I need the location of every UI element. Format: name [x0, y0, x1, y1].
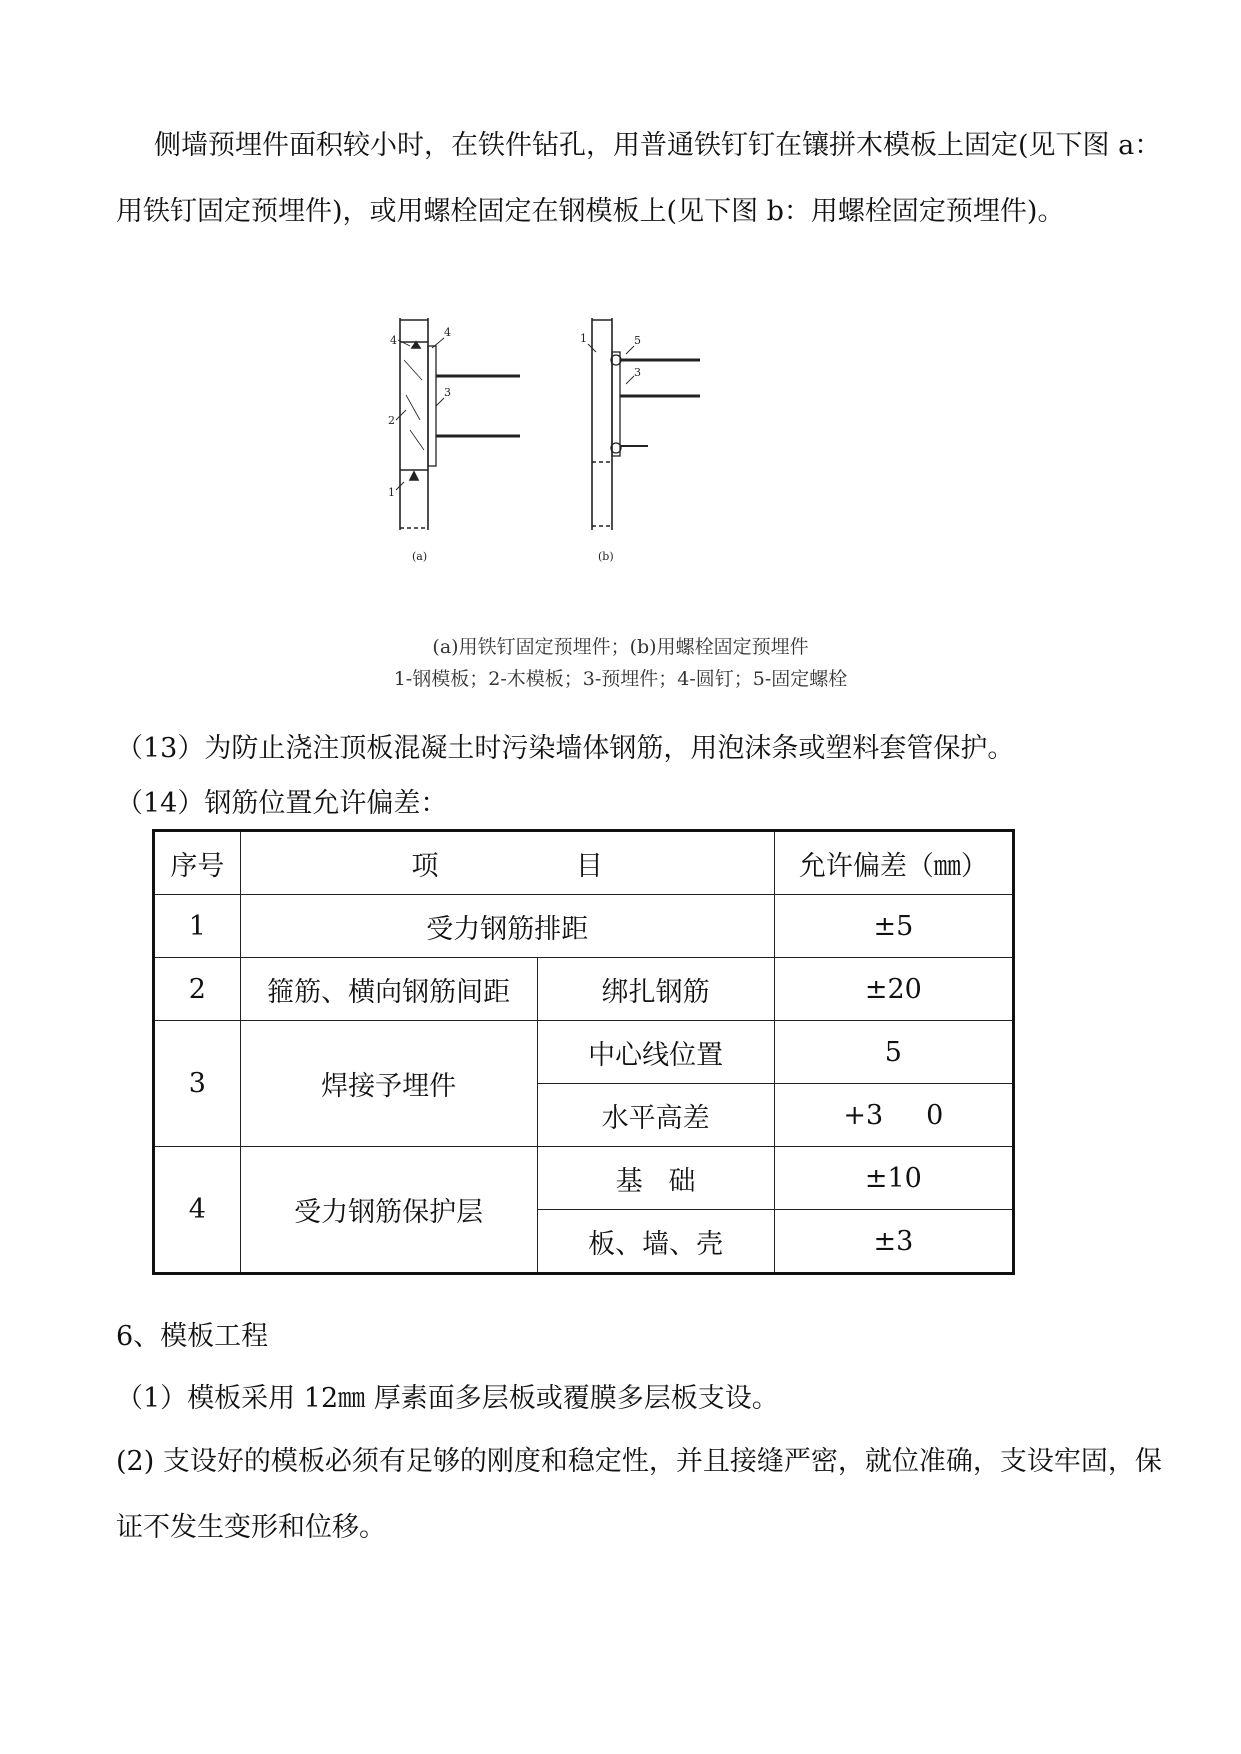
row4-subitem-2: 板、墙、壳	[537, 1210, 774, 1274]
table-header-row	[154, 831, 1014, 895]
item-6-2: (2) 支设好的模板必须有足够的刚度和稳定性，并且接缝严密，就位准确，支设牢固，保证不发生变形和位移。	[116, 1446, 1162, 1543]
panel-a-callout-4-left: 4	[390, 334, 397, 347]
panel-a-label: (a)	[412, 550, 428, 563]
header-item: 项 目	[240, 831, 774, 895]
intro-paragraph: 侧墙预埋件面积较小时，在铁件钻孔，用普通铁钉钉在镶拼木模板上固定(见下图 a：用铁钉固定预埋件)，或用螺栓固定在钢模板上(见下图 b：用螺栓固定预埋件)。	[116, 130, 1162, 227]
section-6-heading: 6、模板工程	[116, 1321, 269, 1352]
row3-tolerance-1: 5	[774, 1021, 1013, 1084]
table-row	[154, 895, 1014, 958]
panel-b-callout-3: 3	[634, 366, 641, 379]
panel-a-callout-3: 3	[444, 386, 451, 399]
panel-a-callout-4-top: 4	[444, 326, 451, 339]
row2-no: 2	[154, 958, 241, 1021]
rebar-deviation-table	[152, 829, 1015, 1275]
embedded-part-figure	[370, 300, 750, 590]
row2-subitem: 绑扎钢筋	[537, 958, 774, 1021]
row2-tolerance: ±20	[774, 958, 1013, 1021]
panel-b-drawing	[588, 318, 700, 530]
row1-no: 1	[154, 895, 241, 958]
header-tolerance: 允许偏差（㎜）	[774, 831, 1013, 895]
panel-b-label: (b)	[598, 550, 614, 563]
row4-tolerance-1: ±10	[774, 1147, 1013, 1210]
panel-b-callout-5: 5	[634, 334, 641, 347]
row4-tolerance-2: ±3	[774, 1210, 1013, 1274]
panel-b-callout-1: 1	[580, 332, 587, 345]
row2-item: 箍筋、横向钢筋间距	[240, 958, 537, 1021]
item-14: （14）钢筋位置允许偏差：	[116, 788, 448, 819]
row4-subitem-1: 基 础	[537, 1147, 774, 1210]
row1-item: 受力钢筋排距	[240, 895, 774, 958]
row3-no: 3	[154, 1021, 241, 1147]
panel-a-callout-2: 2	[388, 414, 395, 427]
row3-subitem-2: 水平高差	[537, 1084, 774, 1147]
header-no: 序号	[154, 831, 241, 895]
table-row	[154, 1147, 1014, 1210]
row4-item: 受力钢筋保护层	[240, 1147, 537, 1274]
figure-caption-line-1: (a)用铁钉固定预埋件；(b)用螺栓固定预埋件	[432, 636, 809, 658]
row4-no: 4	[154, 1147, 241, 1274]
panel-a-callout-1: 1	[388, 486, 395, 499]
panel-a-drawing	[396, 318, 520, 530]
row3-item: 焊接予埋件	[240, 1021, 537, 1147]
item-6-1: （1）模板采用 12㎜ 厚素面多层板或覆膜多层板支设。	[116, 1383, 779, 1414]
figure-caption-line-2: 1-钢模板；2-木模板；3-预埋件；4-圆钉；5-固定螺栓	[393, 668, 848, 690]
row1-tolerance: ±5	[774, 895, 1013, 958]
row3-subitem-1: 中心线位置	[537, 1021, 774, 1084]
row3-tolerance-2: +3 0	[774, 1084, 1013, 1147]
table-row	[154, 958, 1014, 1021]
table-row	[154, 1021, 1014, 1084]
item-13: （13）为防止浇注顶板混凝土时污染墙体钢筋，用泡沫条或塑料套管保护。	[116, 733, 1015, 764]
